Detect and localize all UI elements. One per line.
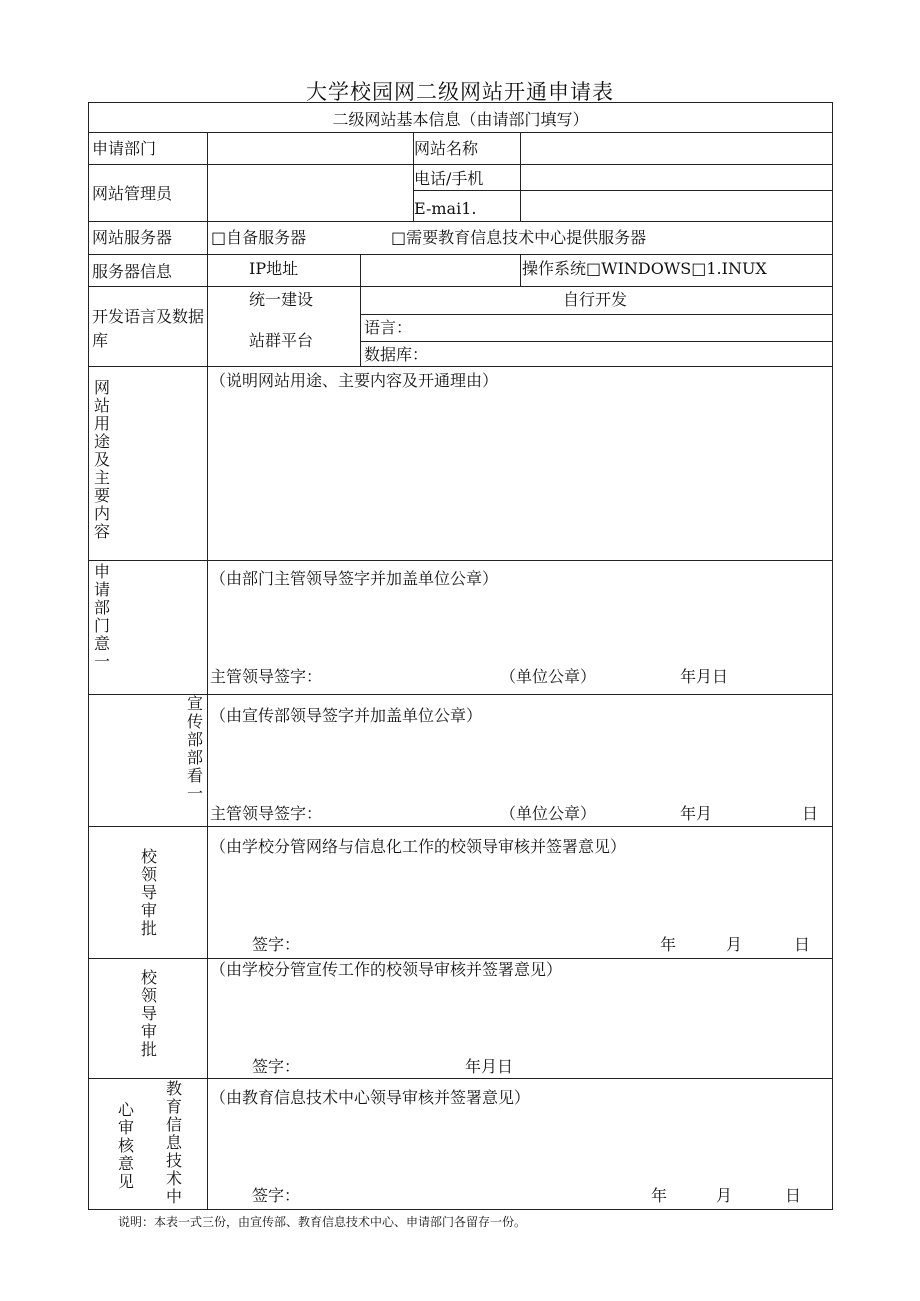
publicity-day: 日 (802, 804, 819, 823)
option-own-server-label: 自备服务器 (226, 228, 307, 247)
publicity-year-month: 年月 (680, 804, 713, 823)
row-divider (89, 1078, 832, 1079)
row-divider (413, 190, 832, 191)
dept-opinion-label: 申请部门意一 (93, 562, 110, 671)
option-own-server[interactable] (211, 228, 306, 247)
center-month: 月 (716, 1186, 733, 1205)
form-title: 大学校园网二级网站开通申请表 (306, 80, 614, 104)
publicity-hint: （由宣传部领导签字并加盖单位公章） (210, 706, 483, 725)
center-label-left: 心审核意见 (117, 1100, 134, 1191)
row-divider (89, 132, 832, 133)
unified-label: 统一建设 (249, 290, 314, 309)
row-divider (89, 286, 832, 287)
form-table (88, 102, 833, 1210)
publicity-sign-label: 主管领导签字： (210, 804, 323, 823)
option-center-server-label: 需要教育信息技术中心提供服务器 (406, 228, 647, 247)
row-divider (360, 341, 832, 342)
phone-label: 电话/手机 (414, 169, 484, 188)
admin-label: 网站管理员 (92, 184, 173, 203)
os-label: 操作系统□WINDOWS□1.INUX (522, 259, 767, 278)
column-divider (207, 132, 208, 1209)
center-hint: （由教育信息技术中心领导审核并签署意见） (210, 1088, 531, 1107)
dept-label: 申请部门 (92, 139, 157, 158)
lang-db-label: 开发语言及数据库 (92, 307, 205, 350)
site-group-label: 站群平台 (249, 331, 314, 350)
leader1-month: 月 (726, 935, 743, 954)
dept-seal-label: （单位公章） (500, 667, 597, 686)
purpose-label: 网站用途及主要内容 (93, 378, 110, 541)
purpose-hint: （说明网站用途、主要内容及开通理由） (210, 371, 499, 390)
email-label: E-mai1. (414, 199, 477, 218)
row-divider (360, 314, 832, 315)
checkbox-icon: □ (391, 228, 407, 247)
leader2-sign-label: 签字： (252, 1057, 301, 1076)
row-divider (89, 366, 832, 367)
center-label-right: 教育信息技术中 (165, 1079, 182, 1206)
publicity-label: 宣传部部看一 (186, 694, 203, 803)
ip-label: IP地址 (249, 259, 299, 278)
leader1-label: 校领导审批 (140, 847, 157, 938)
site-name-label: 网站名称 (414, 139, 479, 158)
checkbox-icon: □ (211, 228, 227, 247)
column-divider (520, 254, 521, 286)
leader2-date: 年月日 (465, 1057, 514, 1076)
publicity-seal-label: （单位公章） (500, 804, 597, 823)
row-divider (89, 164, 832, 165)
center-sign-label: 签字： (252, 1186, 301, 1205)
row-divider (89, 254, 832, 255)
leader1-day: 日 (794, 935, 811, 954)
leader2-label: 校领导审批 (140, 968, 157, 1059)
leader2-hint: （由学校分管宣传工作的校领导审核并签署意见） (210, 960, 563, 979)
section-header: 二级网站基本信息（由请部门填写） (332, 110, 589, 129)
server-label: 网站服务器 (92, 228, 173, 247)
language-label: 语言： (364, 318, 413, 337)
center-day: 日 (785, 1186, 802, 1205)
leader1-sign-label: 签字： (252, 935, 301, 954)
column-divider (360, 254, 361, 366)
center-year: 年 (651, 1186, 668, 1205)
footnote: 说明：本表一式三份，由宣传部、教育信息技术中心、申请部门各留存一份。 (118, 1215, 527, 1229)
option-center-server[interactable] (391, 228, 646, 247)
dept-opinion-hint: （由部门主管领导签字并加盖单位公章） (210, 569, 499, 588)
row-divider (89, 221, 832, 222)
row-divider (89, 826, 832, 827)
leader1-year: 年 (660, 935, 677, 954)
dept-date-label: 年月日 (680, 667, 729, 686)
row-divider (89, 560, 832, 561)
server-info-label: 服务器信息 (92, 262, 173, 281)
dept-sign-label: 主管领导签字： (210, 667, 323, 686)
column-divider (520, 132, 521, 221)
database-label: 数据库： (364, 345, 429, 364)
self-dev-label: 自行开发 (563, 290, 628, 309)
leader1-hint: （由学校分管网络与信息化工作的校领导审核并签署意见） (210, 837, 627, 856)
row-divider (89, 958, 832, 959)
